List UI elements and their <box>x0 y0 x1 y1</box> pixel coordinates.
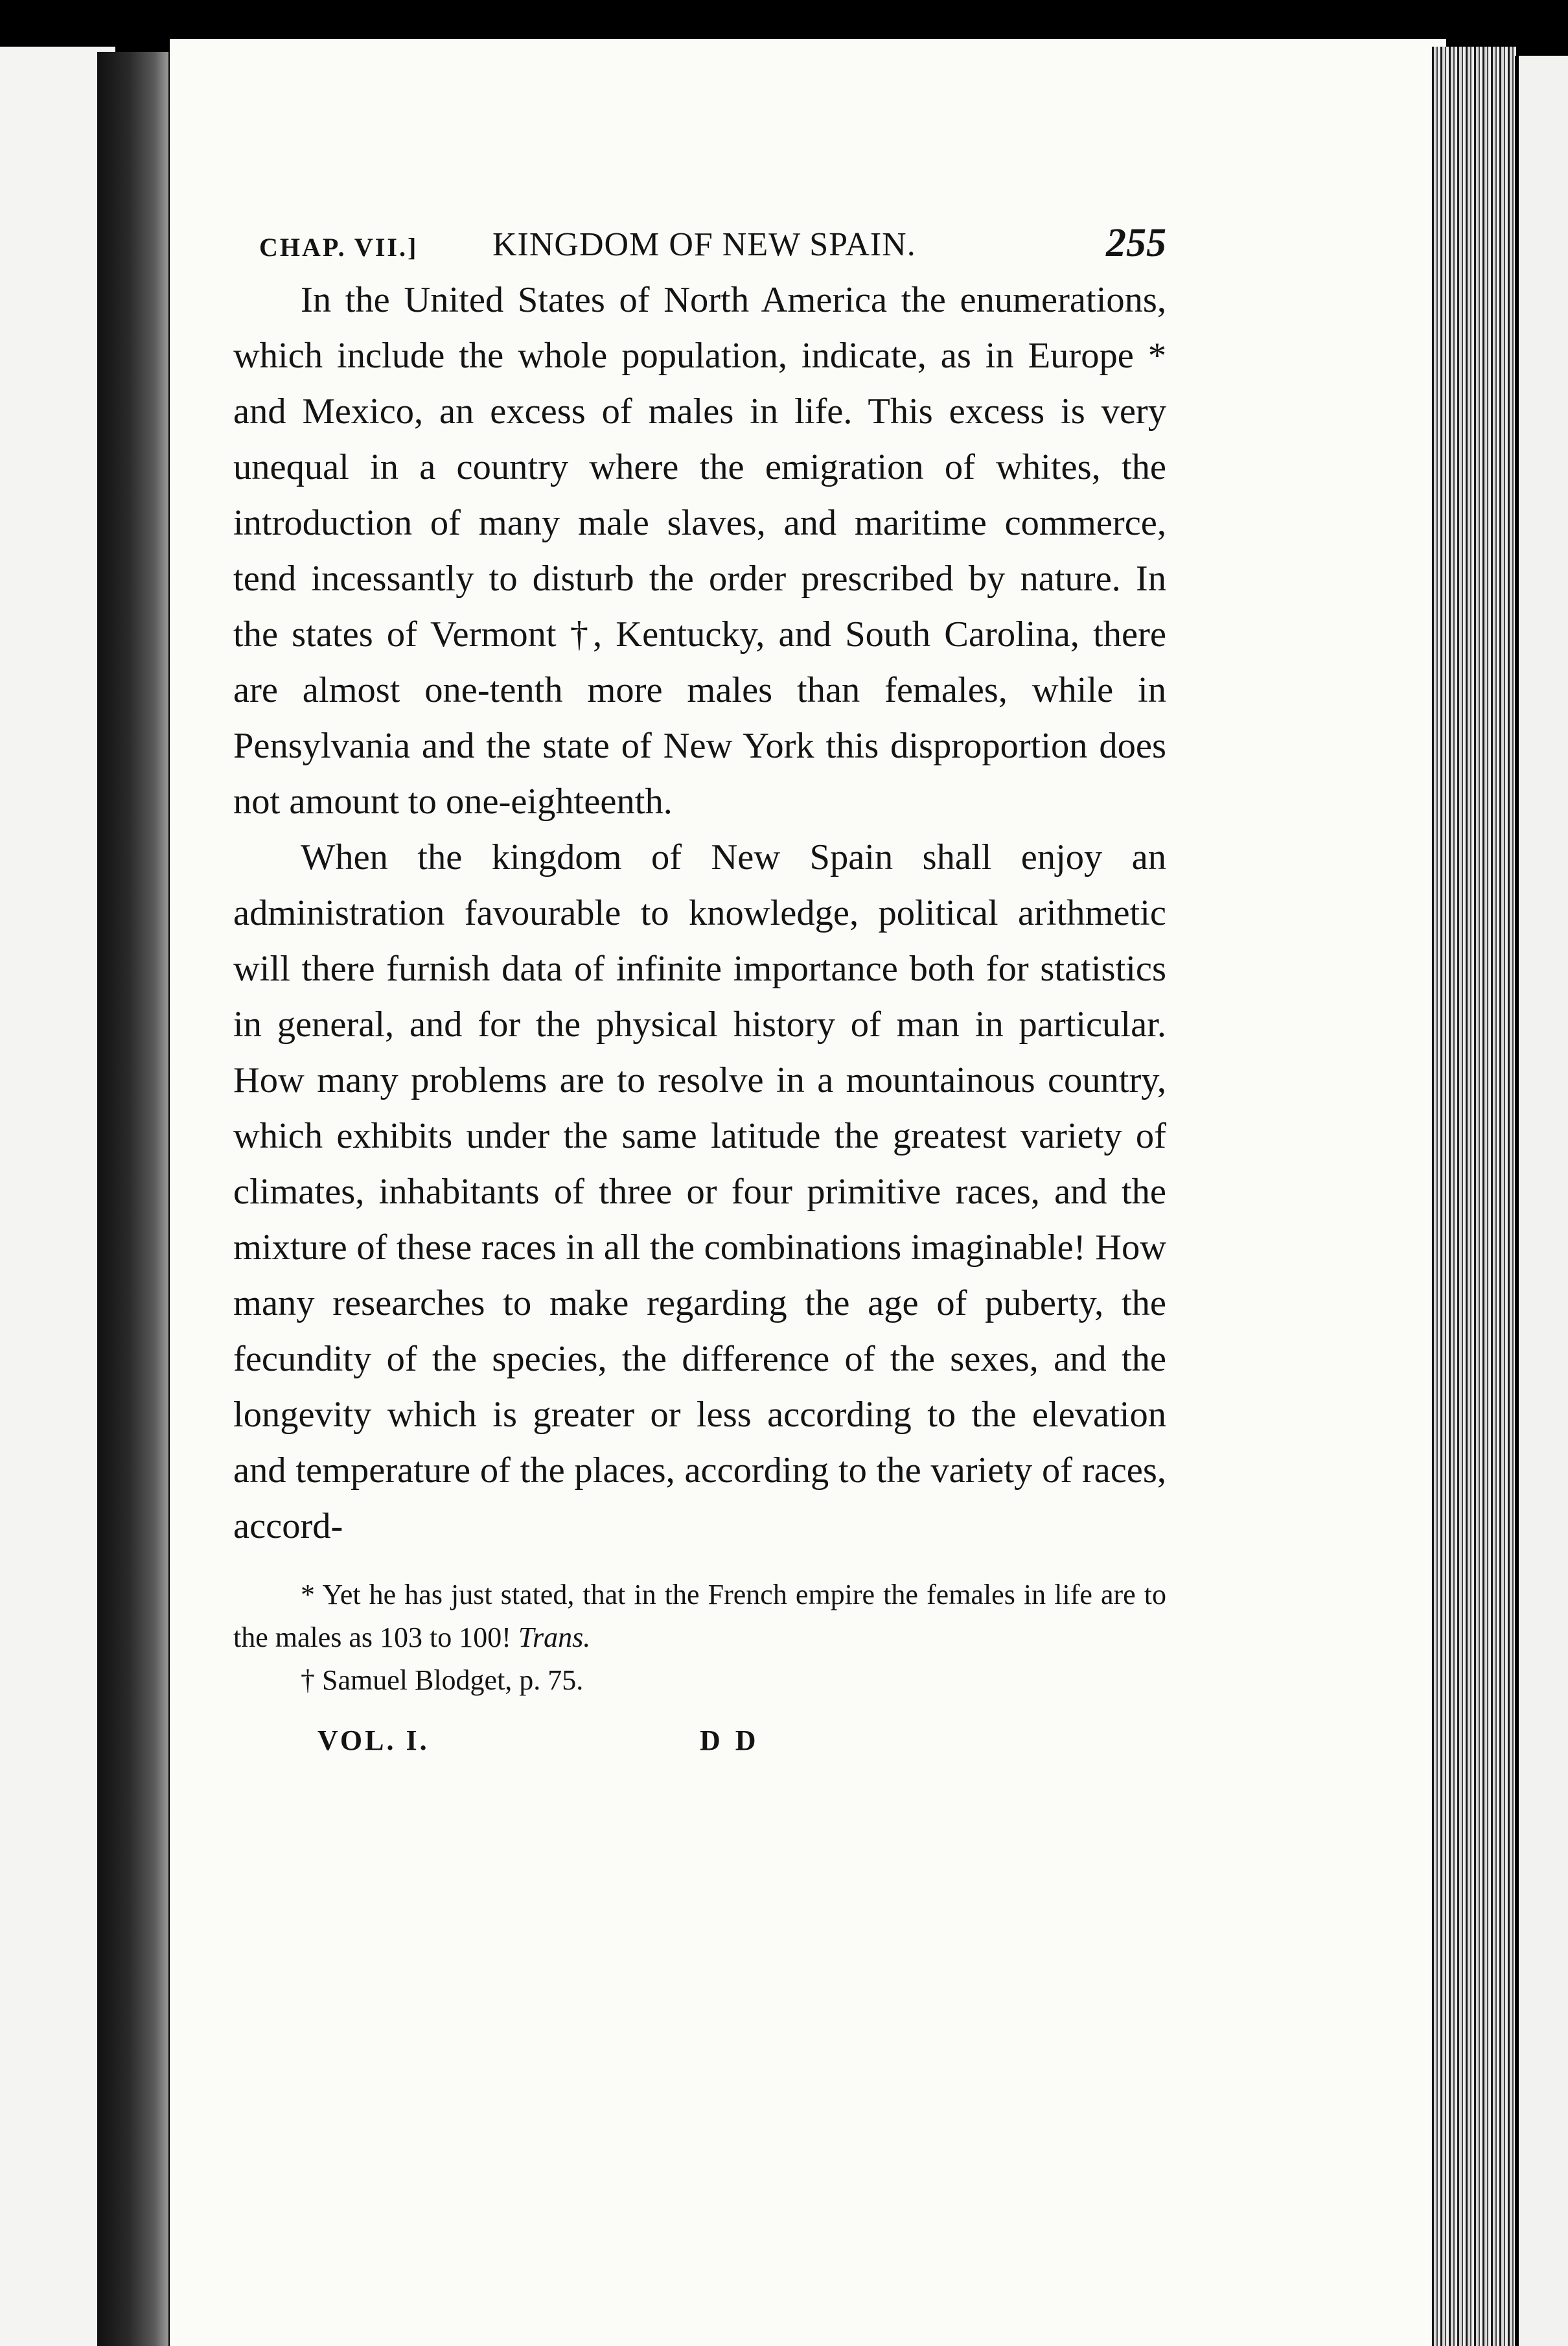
footnote-2: † Samuel Blodget, p. 75. <box>301 1664 584 1696</box>
chapter-label: CHAP. VII.] <box>259 233 419 262</box>
footnote-separator <box>233 1554 1166 1574</box>
body-paragraph-2: When the kingdom of New Spain shall enjoy an administration favourable to knowledge, political arithmetic will there furnish data of infinite importance both for statistics in general, and for the physical history of man in particular. How many problems are to resolve in a mountainous country, which exhibits under the same latitude the greatest variety of climates, inhabitants of three or four primitive races, and the mixture of these races in all the combinations imaginable! How many researches to make regarding the age of puberty, the fecundity of the species, the difference of the sexes, and the longevity which is greater or less according to the elevation and temperature of the places, according to the variety of races, accord- <box>233 837 1166 1546</box>
page-number: 255 <box>1106 221 1166 265</box>
next-page-edge <box>1515 56 1568 2346</box>
body-paragraph-1: In the United States of North America the enumerations, which include the whole population, indicate, as in Europe * and Mexico, an excess of males in life. This excess is very unequal in a country where the emigration of whites, the introduction of many male slaves, and maritime commerce, tend incessantly to disturb the order prescribed by nature. In the states of Vermont †, Kentucky, and South Carolina, there are almost one-tenth more males than females, while in Pensylvania and the state of New York this disproportion does not amount to one-eighteenth. <box>233 280 1166 822</box>
page-stack-edges <box>1432 47 1516 2346</box>
volume-signature: VOL. I. <box>317 1725 430 1756</box>
page-text <box>233 220 1166 1776</box>
running-head <box>233 220 1166 272</box>
footnote-1-trans: Trans. <box>518 1621 591 1653</box>
book-gutter <box>97 52 168 2346</box>
footnote-1 <box>233 1574 1166 1659</box>
footnote-1-text: * Yet he has just stated, that in the French empire the females in life are to the males as 103 to 100! <box>233 1579 1166 1653</box>
gathering-mark: D D <box>700 1725 760 1756</box>
signature-line <box>233 1717 1166 1776</box>
running-title: KINGDOM OF NEW SPAIN. <box>492 226 916 263</box>
